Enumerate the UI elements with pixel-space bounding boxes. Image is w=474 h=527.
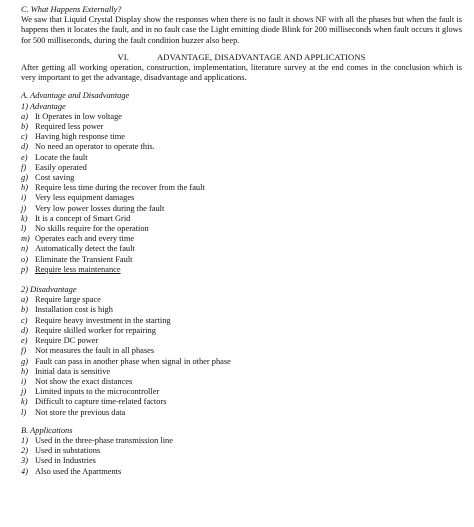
list-item: [21, 122, 462, 132]
list-item-marker: g): [21, 173, 28, 183]
subsection-a: [21, 91, 462, 417]
list-item-text: Operates each and every time: [35, 234, 135, 244]
section-vi-title: ADVANTAGE, DISADVANTAGE AND APPLICATIONS: [156, 51, 366, 62]
list-item-marker: h): [21, 183, 28, 193]
list-item: [21, 214, 462, 224]
section-vi-number: VI.: [117, 51, 129, 62]
list-item-text: Easily operated: [35, 162, 87, 172]
list-item: [21, 142, 462, 152]
list-item: [21, 387, 462, 397]
list-item: [21, 234, 462, 244]
list-item: [21, 316, 462, 326]
list-item-marker: d): [21, 142, 28, 152]
list-item-marker: e): [21, 336, 28, 346]
section-vi-heading: [21, 52, 462, 62]
subsection-a-heading: A. Advantage and Disadvantage: [21, 91, 130, 101]
list-item: [21, 183, 462, 193]
list-item-marker: 1): [21, 435, 28, 445]
subsection-b: [21, 426, 462, 477]
list-item-text: Difficult to capture time-related factors: [35, 397, 167, 407]
list-item-text: Not show the exact distances: [35, 376, 133, 386]
list-item-marker: 2): [21, 446, 28, 456]
list-item: [21, 132, 462, 142]
list-item: [21, 193, 462, 203]
list-item-text: Require less time during the recover from the fault: [35, 183, 205, 193]
list-item: [21, 456, 462, 466]
list-item: [21, 112, 462, 122]
list-item-marker: k): [21, 397, 28, 407]
list-item: [21, 446, 462, 456]
list-item: [21, 244, 462, 254]
list-item-text: Cost saving: [35, 173, 75, 183]
list-item-marker: g): [21, 356, 28, 366]
list-item-marker: k): [21, 213, 28, 223]
advantage-list: [21, 112, 462, 275]
list-item: [21, 255, 462, 265]
list-item: [21, 336, 462, 346]
list-item-text: Fault can pass in another phase when signal in other phase: [35, 356, 231, 366]
list-item-marker: n): [21, 244, 28, 254]
list-item-text: Not measures the fault in all phases: [35, 346, 155, 356]
list-item: [21, 367, 462, 377]
list-item: [21, 357, 462, 367]
list-item: [21, 153, 462, 163]
list-item-marker: b): [21, 305, 28, 315]
list-item-text: Having high response time: [35, 132, 126, 142]
list-item-text: Automatically detect the fault: [35, 244, 135, 254]
list-item-text: Used in substations: [35, 446, 101, 456]
list-item-marker: b): [21, 122, 28, 132]
list-item: [21, 326, 462, 336]
list-item-marker: j): [21, 387, 27, 397]
list-item-marker: m): [21, 234, 30, 244]
list-item-text: Not store the previous data: [35, 407, 126, 417]
list-item-marker: d): [21, 325, 28, 335]
list-item-text: It is a concept of Smart Grid: [35, 213, 131, 223]
list-item-marker: f): [21, 162, 27, 172]
subsection-b-heading: B. Applications: [21, 425, 73, 435]
list-item-marker: c): [21, 315, 28, 325]
list-item: [21, 397, 462, 407]
list-item: [21, 204, 462, 214]
list-item-text: Installation cost is high: [35, 305, 113, 315]
list-item-marker: 4): [21, 466, 28, 476]
list-item-marker: f): [21, 346, 27, 356]
list-item-text: Eliminate the Transient Fault: [35, 254, 133, 264]
section-vi: [21, 52, 462, 84]
list-item-text: Require heavy investment in the starting: [35, 315, 171, 325]
list-item: [21, 467, 462, 477]
disadvantage-heading: 2) Disadvantage: [21, 285, 77, 295]
list-item-marker: e): [21, 152, 28, 162]
list-item-text: No need an operator to operate this.: [35, 142, 155, 152]
list-item-text: Used in the three-phase transmission line: [35, 435, 173, 445]
list-item-text: Require less maintenance: [35, 264, 121, 274]
list-item: [21, 224, 462, 234]
list-item: [21, 408, 462, 418]
list-item: [21, 346, 462, 356]
list-item-marker: l): [21, 224, 27, 234]
list-item-text: Limited inputs to the microcontroller: [35, 387, 160, 397]
list-item-marker: i): [21, 193, 27, 203]
disadvantage-list: [21, 295, 462, 417]
list-item: [21, 377, 462, 387]
list-item: [21, 163, 462, 173]
list-item-marker: 3): [21, 456, 28, 466]
list-item-marker: o): [21, 254, 28, 264]
list-item-text: Require DC power: [35, 336, 99, 346]
list-item-marker: p): [21, 264, 28, 274]
section-c: [21, 5, 462, 46]
section-c-paragraph: We saw that Liquid Crystal Display show the responses when there is no fault it shows NF with all the phases but when the fault is happens then it locates the fault, and in no fault case the Light emitting diode Blink for 200 milliseconds when fault occurs it glows for 500 milliseconds, during the fault condition buzzer also beep.: [21, 15, 462, 45]
list-item-text: Locate the fault: [35, 152, 88, 162]
list-item-marker: j): [21, 203, 27, 213]
list-item: [21, 265, 462, 275]
list-item-text: Very less equipment damages: [35, 193, 135, 203]
advantage-heading: 1) Advantage: [21, 101, 66, 111]
list-item-marker: l): [21, 407, 27, 417]
list-item: [21, 173, 462, 183]
list-item-text: It Operates in low voltage: [35, 111, 122, 121]
list-item-marker: a): [21, 295, 28, 305]
list-item-text: Initial data is sensitive: [35, 366, 111, 376]
section-c-heading: C. What Happens Externally?: [21, 5, 122, 14]
list-item-marker: h): [21, 366, 28, 376]
list-item-text: Required less power: [35, 122, 104, 132]
list-item-text: Require large space: [35, 295, 101, 305]
list-item-marker: a): [21, 111, 28, 121]
section-vi-intro: After getting all working operation, construction, implementation, literature survey at the end comes in the conclusion which is very important to get the advantage, disadvantage and applications.: [21, 63, 462, 83]
list-item-marker: c): [21, 132, 28, 142]
list-item-text: Used in Industries: [35, 456, 96, 466]
list-item: [21, 305, 462, 315]
list-item: [21, 295, 462, 305]
list-item-text: Very low power losses during the fault: [35, 203, 165, 213]
list-item: [21, 436, 462, 446]
list-item-marker: i): [21, 376, 27, 386]
list-item-text: No skills require for the operation: [35, 224, 149, 234]
list-item-text: Also used the Apartments: [35, 466, 122, 476]
list-item-text: Require skilled worker for repairing: [35, 325, 156, 335]
applications-list: [21, 436, 462, 477]
